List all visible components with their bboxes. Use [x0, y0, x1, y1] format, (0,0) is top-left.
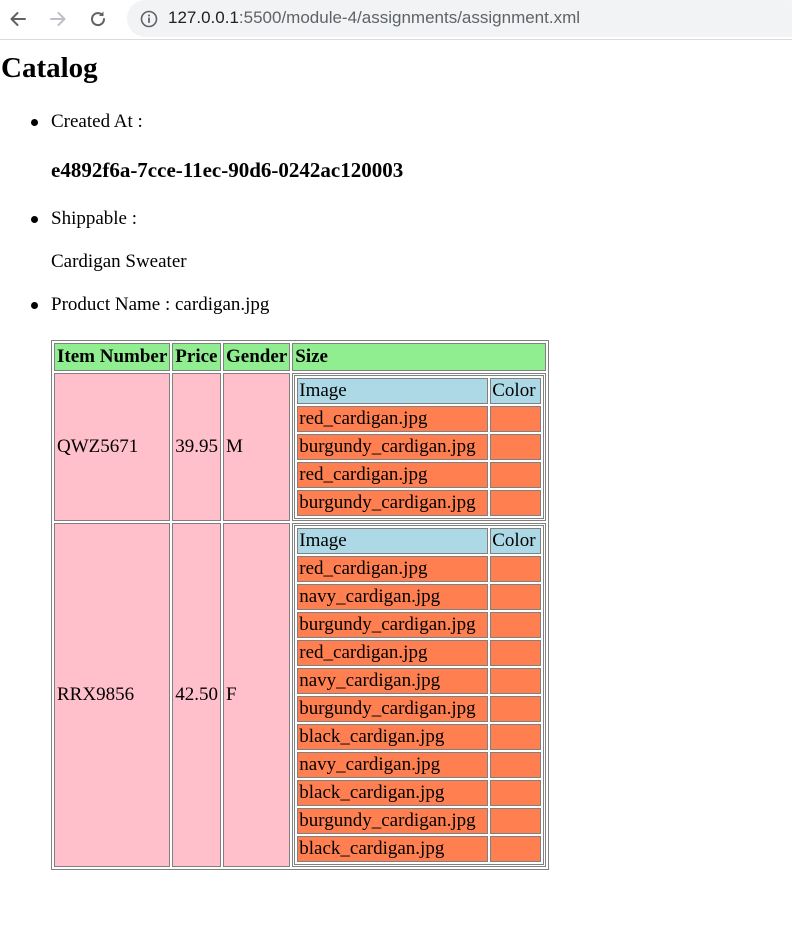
size-row: [297, 808, 541, 834]
header-image: Image: [297, 528, 488, 554]
color-cell: [490, 406, 541, 432]
forward-button[interactable]: [45, 6, 71, 32]
image-cell: navy_cardigan.jpg: [297, 752, 488, 778]
reload-icon: [88, 9, 108, 29]
image-cell: black_cardigan.jpg: [297, 724, 488, 750]
image-cell: black_cardigan.jpg: [297, 836, 488, 862]
size-row: [297, 490, 541, 516]
color-cell: [490, 780, 541, 806]
color-cell: [490, 668, 541, 694]
color-cell: [490, 836, 541, 862]
size-row: [297, 668, 541, 694]
created-at-label: Created At :: [51, 111, 143, 132]
color-cell: [490, 434, 541, 460]
header-size: Size: [292, 343, 546, 371]
bullet: [31, 216, 38, 223]
shippable-label: Shippable :: [51, 208, 138, 229]
color-cell: [490, 462, 541, 488]
size-row: [297, 462, 541, 488]
product-name-label: Product Name : cardigan.jpg: [51, 294, 270, 315]
size-header-row: [297, 378, 541, 404]
size-cell: [292, 523, 546, 867]
size-row: [297, 556, 541, 582]
size-row: [297, 724, 541, 750]
image-cell: burgundy_cardigan.jpg: [297, 612, 488, 638]
header-item-number: Item Number: [54, 343, 170, 371]
size-row: [297, 752, 541, 778]
image-cell: red_cardigan.jpg: [297, 556, 488, 582]
image-cell: burgundy_cardigan.jpg: [297, 696, 488, 722]
size-row: [297, 836, 541, 862]
address-bar[interactable]: [127, 0, 792, 37]
list-item-shippable: [51, 208, 137, 230]
size-table: [294, 375, 544, 519]
arrow-left-icon: [8, 9, 28, 29]
page-title: Catalog: [1, 52, 98, 84]
header-image: Image: [297, 378, 488, 404]
table-row: [54, 373, 546, 521]
color-cell: [490, 612, 541, 638]
header-gender: Gender: [223, 343, 290, 371]
bullet: [31, 302, 38, 309]
color-cell: [490, 808, 541, 834]
size-row: [297, 780, 541, 806]
item-number-cell: RRX9856: [54, 523, 170, 867]
table-header-row: [54, 343, 546, 371]
image-cell: navy_cardigan.jpg: [297, 668, 488, 694]
browser-toolbar: [0, 0, 792, 40]
bullet: [31, 119, 38, 126]
size-cell: [292, 373, 546, 521]
color-cell: [490, 696, 541, 722]
list-item-product-name: [51, 294, 269, 316]
uuid-heading: e4892f6a-7cce-11ec-90d6-0242ac120003: [51, 158, 404, 182]
reload-button[interactable]: [85, 6, 111, 32]
color-cell: [490, 724, 541, 750]
size-table: [294, 525, 544, 865]
color-cell: [490, 490, 541, 516]
info-icon[interactable]: [140, 10, 158, 28]
gender-cell: M: [223, 373, 290, 521]
size-row: [297, 696, 541, 722]
arrow-right-icon: [48, 9, 68, 29]
color-cell: [490, 556, 541, 582]
color-cell: [490, 640, 541, 666]
size-header-row: [297, 528, 541, 554]
size-row: [297, 612, 541, 638]
price-cell: 39.95: [172, 373, 221, 521]
image-cell: burgundy_cardigan.jpg: [297, 434, 488, 460]
size-row: [297, 584, 541, 610]
table-row: [54, 523, 546, 867]
image-cell: black_cardigan.jpg: [297, 780, 488, 806]
color-cell: [490, 584, 541, 610]
gender-cell: F: [223, 523, 290, 867]
image-cell: burgundy_cardigan.jpg: [297, 808, 488, 834]
image-cell: navy_cardigan.jpg: [297, 584, 488, 610]
size-row: [297, 406, 541, 432]
header-color: Color: [490, 378, 541, 404]
color-cell: [490, 752, 541, 778]
image-cell: red_cardigan.jpg: [297, 406, 488, 432]
url-text[interactable]: [168, 8, 580, 28]
back-button[interactable]: [5, 6, 31, 32]
url-path: :5500/module-4/assignments/assignment.xml: [238, 8, 581, 27]
description-text: Cardigan Sweater: [51, 251, 187, 272]
header-color: Color: [490, 528, 541, 554]
item-number-cell: QWZ5671: [54, 373, 170, 521]
size-row: [297, 640, 541, 666]
list-item-created-at: [51, 111, 143, 133]
image-cell: red_cardigan.jpg: [297, 640, 488, 666]
size-row: [297, 434, 541, 460]
image-cell: burgundy_cardigan.jpg: [297, 490, 488, 516]
url-host: 127.0.0.1: [168, 8, 239, 27]
catalog-table: [51, 340, 549, 870]
header-price: Price: [172, 343, 221, 371]
image-cell: red_cardigan.jpg: [297, 462, 488, 488]
price-cell: 42.50: [172, 523, 221, 867]
